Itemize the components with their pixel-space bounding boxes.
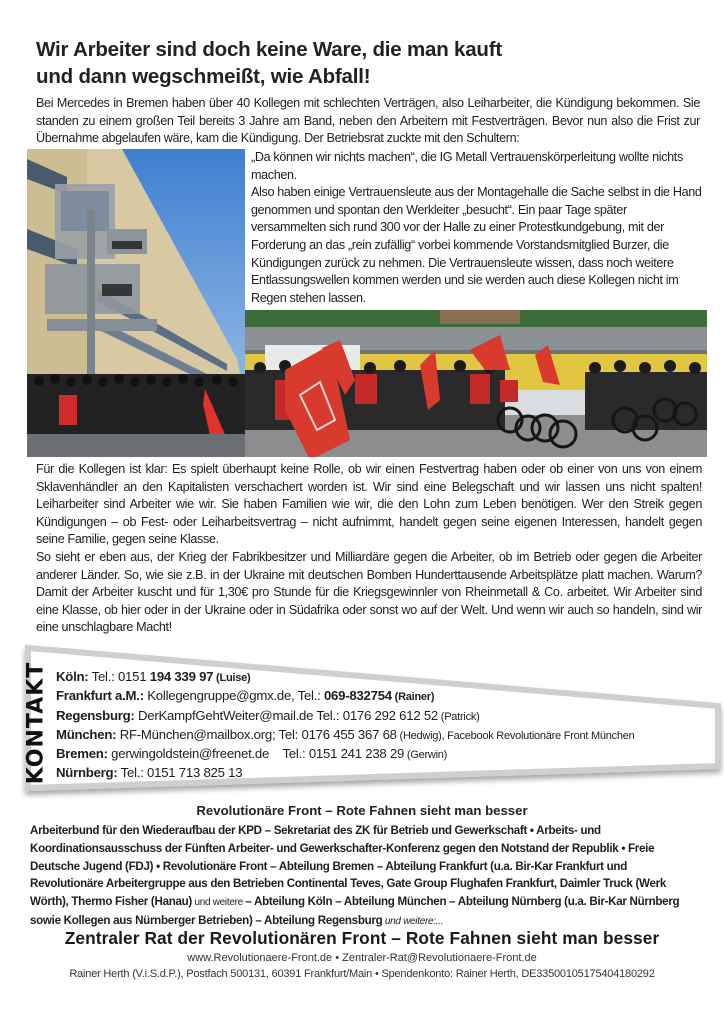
- contact-details: RF-München@mailbox.org; Tel: 0176 455 367 68: [116, 726, 397, 742]
- contact-city: Köln:: [56, 669, 89, 684]
- contact-list: [56, 668, 716, 783]
- contact-regensburg: [56, 707, 716, 726]
- article-conclusion: [36, 461, 702, 637]
- contact-phone: 069-832754: [323, 688, 392, 704]
- contact-phone: 194 339 97: [149, 669, 214, 684]
- organizations-main: Arbeiterbund für den Wiederaufbau der KPD – Sekretariat des ZK für Betrieb und Gewerkschaft • Arbeits- und Koordinationsausschuss der Fünften Arbeiter- und Gewerkschafter-Konferenz gegen den Notstand der Republik • Freie Deutsche Jugend (FDJ) • Revolutionäre Front – Abteilung Bremen – Abteilung Frankfurt (u.a. Bir-Kar Frankfurt und Revolutionäre Arbeitergruppe aus den Betrieben Continental Teves, Gate Group Flughafen Frankfurt, Daimler Truck (Werk Wörth), Thermo Fisher (Hanau): [30, 824, 666, 909]
- contact-person: (Hedwig),: [396, 729, 445, 742]
- contact-bremen: [56, 745, 716, 764]
- contact-city: Frankfurt a.M.:: [56, 688, 144, 704]
- photo-factory-building: [27, 149, 245, 457]
- headline-line-1: Wir Arbeiter sind doch keine Ware, die man kauft: [36, 38, 502, 61]
- contact-nuernberg: [56, 764, 716, 782]
- photo-rally: [245, 310, 707, 457]
- contact-details: Tel.: 0151 713 825 13: [117, 765, 243, 781]
- footer-address: Rainer Herth (V.i.S.d.P.), Postfach 500131, 60391 Frankfurt/Main • Spendenkonto: Rainer Herth, DE33500105175404180292: [69, 968, 655, 980]
- contact-details: gerwingoldstein@freenet.de Tel.: 0151 241 238 29: [107, 746, 405, 762]
- contact-person: (Luise): [213, 672, 251, 684]
- article-beside-photo-2: Also haben einige Vertrauensleute aus der Montagehalle die Sache selbst in die Hand genommen und spontan den Werkleiter „besucht“. Ein paar Tage später versammelten sich rund 300 vor der Halle zu einer Protestkundgebung, mit der Forderung an das „rein zufällig“ vorbei kommende Vorstandsmitglied Burzer, die Kündigungen zurück zu nehmen. Die Vertrauensleute wissen, dass noch weitere Entlassungswellen kommen werden und sie werden auch diese Kollegen nicht im Regen stehen lassen.: [251, 185, 702, 305]
- organizations-und-weitere-2: und weitere:...: [382, 915, 444, 927]
- organizations-text: [30, 822, 698, 931]
- footer-web-links[interactable]: www.Revolutionaere-Front.de • Zentraler-Rat@Revolutionaere-Front.de: [187, 952, 537, 964]
- article-conclusion-2: So sieht er eben aus, der Krieg der Fabrikbesitzer und Milliardäre gegen die Arbeiter, ob im Betrieb oder gegen die Arbeiter anderer Länder. So, wie sie z.B. in der Ukraine mit deutschen Bomben Hunderttausende Arbeitsplätze platt machen. Warum? Damit der Arbeiter kuscht und für 1,30€ pro Stunde für die Kriegsgewinnler von Rheinmetall & Co. arbeitet. Wir Arbeiter sind eine Klasse, ob hier oder in der Ukraine oder in Südafrika oder sonst wo auf der Welt. Und wenn wir auch so handeln, sind wir eine unschlagbare Macht!: [36, 549, 702, 635]
- organizations-und-weitere-1: und weitere: [192, 897, 246, 909]
- contact-city: München:: [56, 726, 117, 742]
- headline: [36, 36, 696, 90]
- article-conclusion-1: Für die Kollegen ist klar: Es spielt überhaupt keine Rolle, ob wir einen Festvertrag haben oder ob einer von uns von einem Sklavenhändler an den Kapitalisten verschachert worden ist. Wir sind eine Belegschaft und wir lassen uns nicht spalten! Leiharbeiter sind Arbeiter wie wir. Sie haben Familien wie wir, die den Lohn zum Leben benötigen. Wer den Streik gegen Kündigungen – ob Fest- oder Leiharbeitsvertrag – nicht aufnimmt, handelt gegen seine eigenen Interessen, handelt gegen seine Familie, gegen seine Klasse.: [36, 462, 702, 547]
- contact-city: Bremen:: [56, 746, 108, 762]
- article-intro: Bei Mercedes in Bremen haben über 40 Kollegen mit schlechten Verträgen, also Leiharbeiter, die Kündigung bekommen. Sie standen zu einem großen Teil bereits 3 Jahre am Band, neben den Arbeitern mit Festverträgen. Bevor nun also die Frist zur Übernahme abgelaufen wäre, kam die Kündigung. Der Betriebsrat zuckte mit den Schultern:: [36, 96, 700, 146]
- kontakt-label: KONTAKT: [23, 661, 49, 785]
- article-beside-photo: [251, 149, 704, 307]
- contact-details: Tel.: 0151: [88, 669, 150, 684]
- footer-title: Zentraler Rat der Revolutionären Front – Rote Fahnen sieht man besser: [64, 928, 660, 948]
- contact-city: Nürnberg:: [56, 765, 118, 781]
- contact-details: Kollegengruppe@gmx.de, Tel.:: [143, 688, 324, 704]
- contact-details: DerKampfGehtWeiter@mail.de Tel.: 0176 292 612 52: [134, 707, 438, 723]
- contact-koeln: [56, 668, 716, 687]
- organizations-rest: – Abteilung Köln – Abteilung München – Abteilung Nürnberg (u.a. Bir-Kar Nürnberg sowie Kollegen aus Nürnberger Betrieben) – Abteilung Regensburg: [30, 895, 680, 927]
- contact-person: (Gerwin): [404, 749, 448, 762]
- contact-city: Regensburg:: [56, 707, 135, 723]
- contact-person: (Rainer): [391, 691, 435, 704]
- article-beside-photo-1: „Da können wir nichts machen“, die IG Metall Vertrauenskörperleitung wollte nichts machen.: [251, 150, 683, 182]
- contact-frankfurt: [56, 687, 716, 706]
- contact-person: (Patrick): [437, 710, 480, 723]
- contact-muenchen: [56, 726, 716, 745]
- organizations-title: Revolutionäre Front – Rote Fahnen sieht man besser: [196, 803, 528, 818]
- contact-facebook: Facebook Revolutionäre Front München: [444, 729, 635, 742]
- headline-line-2: und dann wegschmeißt, wie Abfall!: [36, 65, 371, 88]
